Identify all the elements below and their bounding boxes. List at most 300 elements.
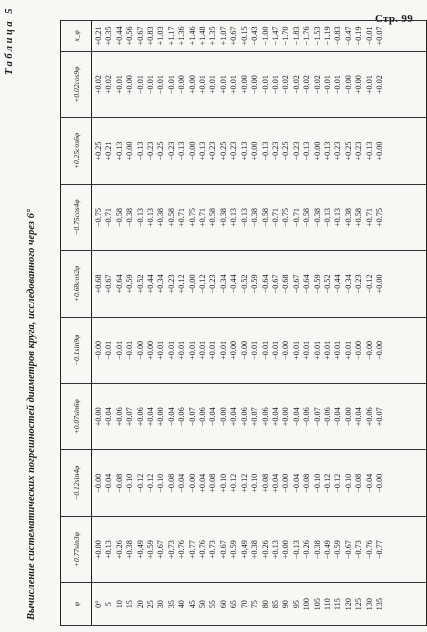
table-cell: 5 [104, 602, 114, 607]
table-cell: +0.04 [229, 407, 239, 427]
table-cell: +0.13 [114, 141, 124, 161]
table-cell: +0.00 [374, 141, 384, 161]
table-cell: −0.59 [312, 274, 322, 294]
column-values [92, 118, 427, 184]
table-cell: +0.00 [281, 407, 291, 427]
table-cell: +0.08 [208, 473, 218, 493]
table-cell: −0.01 [364, 26, 374, 46]
table-cell: 130 [364, 598, 374, 611]
table-cell: 90 [281, 600, 291, 609]
table-cell: −1.19 [322, 26, 332, 46]
table-cell: +0.25 [218, 141, 228, 161]
table-cell: +0.34 [156, 274, 166, 294]
table-cell: +1.36 [177, 26, 187, 46]
table-cell: +0.13 [104, 540, 114, 560]
table-cell: +0.67 [229, 26, 239, 46]
table-cell: +0.04 [198, 473, 208, 493]
table-cell: +0.00 [229, 340, 239, 360]
table-cell: 35 [166, 600, 176, 609]
table-cell: −0.12 [364, 274, 374, 294]
table-cell: +0.01 [208, 340, 218, 360]
table-cell: −0.01 [270, 75, 280, 95]
table-cell: 40 [177, 600, 187, 609]
table-cell: +0.04 [270, 407, 280, 427]
table-cell: −0.04 [291, 473, 301, 493]
table-cell: +0.00 [239, 75, 249, 95]
table-cell: +0.67 [104, 274, 114, 294]
table-cell: +0.67 [156, 540, 166, 560]
table-cell: +0.71 [177, 207, 187, 227]
table-cell: 100 [302, 598, 312, 611]
table-cell: +0.15 [239, 26, 249, 46]
table-cell: −0.49 [322, 540, 332, 560]
table-cell: 0° [94, 600, 103, 608]
table-cell: +0.12 [177, 274, 187, 294]
table-cell: +0.01 [166, 340, 176, 360]
table-cell: −0.04 [104, 473, 114, 493]
table-cell: +0.23 [229, 141, 239, 161]
table-cell: +0.13 [270, 540, 280, 560]
column-values [92, 51, 427, 117]
table-cell: +0.76 [198, 540, 208, 560]
table-cell: +0.38 [125, 540, 135, 560]
table-cell: −0.01 [125, 340, 135, 360]
table-cell: −1.76 [302, 26, 312, 46]
table-cell: −0.64 [302, 274, 312, 294]
table-cell: +0.01 [187, 340, 197, 360]
table-cell: −1.00 [260, 26, 270, 46]
table-cell: +0.00 [374, 274, 384, 294]
table-cell: −0.12 [198, 274, 208, 294]
table-cell: −0.25 [156, 141, 166, 161]
table-cell: +0.73 [208, 540, 218, 560]
table-cell: −0.19 [354, 26, 364, 46]
table-cell: −0.00 [135, 340, 145, 360]
table-cell: 65 [229, 600, 239, 609]
table-cell: −0.34 [343, 274, 353, 294]
table-cell: −0.01 [114, 340, 124, 360]
table-cell: +0.00 [125, 75, 135, 95]
table-cell: +0.38 [218, 207, 228, 227]
table-cell: −0.02 [302, 75, 312, 95]
table-cell: +0.21 [104, 141, 114, 161]
table-cell: +0.44 [146, 274, 156, 294]
table-cell: +0.64 [114, 274, 124, 294]
table-cell: +0.23 [333, 141, 343, 161]
table-cell: +0.00 [94, 407, 103, 427]
table-cell: +0.44 [114, 26, 124, 46]
table-cell: +0.73 [166, 540, 176, 560]
table-cell: +0.13 [229, 207, 239, 227]
table-cell: 55 [208, 600, 218, 609]
table-cell: +0.00 [250, 141, 260, 161]
table-cell: +0.26 [260, 540, 270, 560]
column-header: −0.75cos4φ [61, 184, 92, 250]
table-cell: −0.04 [364, 473, 374, 493]
table-cell: +0.01 [114, 75, 124, 95]
table-cell: −0.08 [354, 473, 364, 493]
table-cell: −0.13 [322, 207, 332, 227]
table-cell: −0.01 [333, 75, 343, 95]
table-cell: −0.23 [354, 274, 364, 294]
table-cell: −0.23 [291, 141, 301, 161]
table-cell: 45 [187, 600, 197, 609]
table-cell: −0.75 [94, 207, 103, 227]
table-cell: −0.06 [198, 407, 208, 427]
table-cell: 50 [198, 600, 208, 609]
table-cell: +0.06 [239, 407, 249, 427]
table-cell: +0.12 [229, 473, 239, 493]
table-cell: −0.00 [187, 473, 197, 493]
table-cell: −0.13 [135, 141, 145, 161]
table-cell: −0.01 [250, 340, 260, 360]
table-cell: +0.01 [229, 75, 239, 95]
table-cell: −0.75 [281, 207, 291, 227]
table-cell: −0.04 [333, 407, 343, 427]
table-cell: −0.12 [135, 473, 145, 493]
table-cell: +0.67 [218, 540, 228, 560]
column-header: +0.25cos6φ [61, 118, 92, 184]
table-cell: +0.52 [135, 274, 145, 294]
table-cell: +0.04 [104, 407, 114, 427]
table-cell: +0.68 [94, 274, 103, 294]
table-cell: +1.35 [208, 26, 218, 46]
column-header: x_φ [61, 21, 92, 52]
table-cell: −0.00 [94, 473, 103, 493]
table-cell: +0.23 [166, 274, 176, 294]
table-cell: +0.01 [291, 340, 301, 360]
table-cell: +0.00 [187, 75, 197, 95]
table-cell: +0.01 [343, 340, 353, 360]
table-cell: −0.00 [239, 340, 249, 360]
table-cell: +0.07 [374, 407, 384, 427]
table-cell: −0.00 [94, 340, 103, 360]
table-cell: +0.07 [374, 26, 384, 46]
table-cell: +0.10 [218, 473, 228, 493]
table-cell: −0.44 [333, 274, 343, 294]
table-cell: −0.64 [260, 274, 270, 294]
table-cell: −0.12 [146, 473, 156, 493]
table-cell: −0.08 [302, 473, 312, 493]
table-cell: −0.00 [281, 340, 291, 360]
table-cell: −0.58 [114, 207, 124, 227]
table-cell: −0.10 [125, 473, 135, 493]
table-cell: −0.10 [156, 473, 166, 493]
table-cell: −0.06 [302, 407, 312, 427]
table-cell: 20 [135, 600, 145, 609]
table-cell: −0.01 [270, 340, 280, 360]
table-cell: −1.47 [270, 26, 280, 46]
table-cell: −0.02 [312, 75, 322, 95]
table-cell: −0.13 [302, 141, 312, 161]
table-cell: +0.01 [364, 75, 374, 95]
table-cell: 10 [114, 600, 124, 609]
column-header: +0.07sin6φ [61, 384, 92, 450]
table-cell: −0.04 [177, 473, 187, 493]
table-cell: +0.56 [125, 26, 135, 46]
table-cell: 135 [374, 598, 384, 611]
table-cell: −0.23 [208, 274, 218, 294]
table-cell: −0.01 [322, 75, 332, 95]
table-cell: +1.03 [156, 26, 166, 46]
table-cell: −0.01 [156, 75, 166, 95]
table-cell: +0.04 [270, 473, 280, 493]
table-cell: −0.47 [343, 26, 353, 46]
table-cell: +0.83 [146, 26, 156, 46]
table-cell: −0.00 [343, 75, 353, 95]
table-cell: +0.01 [208, 75, 218, 95]
column-values [92, 317, 427, 383]
column-header: φ [61, 583, 92, 626]
table-cell: +0.25 [94, 141, 103, 161]
table-cell: −0.10 [312, 473, 322, 493]
table-cell: −0.08 [166, 473, 176, 493]
table-cell: −0.12 [322, 473, 332, 493]
table-cell: +0.04 [146, 407, 156, 427]
table-cell: +0.01 [322, 340, 332, 360]
table-cell: +0.01 [156, 340, 166, 360]
table-cell: 115 [333, 598, 343, 611]
table-cell: −0.00 [250, 75, 260, 95]
table-cell: +1.46 [187, 26, 197, 46]
column-header: +0.68cos2φ [61, 251, 92, 317]
table-cell: +0.26 [114, 540, 124, 560]
table-cell: −0.07 [312, 407, 322, 427]
table-cell: +0.58 [208, 207, 218, 227]
table-cell: −0.00 [177, 75, 187, 95]
table-cell: −0.13 [260, 141, 270, 161]
table-cell: +0.01 [218, 75, 228, 95]
table-cell: +0.67 [135, 26, 145, 46]
table-cell: +0.38 [156, 207, 166, 227]
table-cell: +0.71 [364, 207, 374, 227]
table-cell: −0.52 [322, 274, 332, 294]
table-cell: +0.13 [239, 141, 249, 161]
table-cell: +0.00 [146, 340, 156, 360]
table-cell: −0.10 [343, 473, 353, 493]
table-cell: −0.00 [187, 141, 197, 161]
table-cell: +0.08 [260, 473, 270, 493]
table-cell: +1.07 [218, 26, 228, 46]
table-cell: −0.00 [374, 473, 384, 493]
table-cell: −0.67 [291, 274, 301, 294]
table-cell: −0.04 [291, 407, 301, 427]
table-cell: +0.01 [177, 340, 187, 360]
table-cell: −0.25 [281, 141, 291, 161]
table-cell: −0.38 [250, 207, 260, 227]
table-cell: +0.01 [302, 340, 312, 360]
table-header-row [61, 21, 92, 626]
table-cell: −0.71 [291, 207, 301, 227]
table-cell: +0.07 [125, 407, 135, 427]
table-cell: −0.12 [333, 473, 343, 493]
table-cell: −1.70 [281, 26, 291, 46]
table-cell: +1.48 [198, 26, 208, 46]
table-cell: 80 [260, 600, 270, 609]
table-cell: +0.23 [208, 141, 218, 161]
table-cell: −0.00 [187, 274, 197, 294]
table-cell: −0.26 [302, 540, 312, 560]
table-cell: +0.58 [166, 207, 176, 227]
table-cell: −0.13 [239, 207, 249, 227]
page-number: Стр. 99 [374, 13, 413, 25]
table-cell: −0.67 [270, 274, 280, 294]
table-cell: 60 [218, 600, 228, 609]
table-cell: +0.10 [250, 473, 260, 493]
table-cell: −0.34 [218, 274, 228, 294]
column-values [92, 21, 427, 52]
table-cell: −0.38 [125, 207, 135, 227]
table-cell: +0.01 [218, 340, 228, 360]
table-cell: −0.52 [239, 274, 249, 294]
table-cell: −0.77 [374, 540, 384, 560]
table-cell: −0.83 [333, 26, 343, 46]
table-cell: −0.13 [177, 141, 187, 161]
table-cell: −0.01 [260, 75, 270, 95]
table-cell: −0.01 [166, 75, 176, 95]
table-cell: +0.07 [250, 407, 260, 427]
table-cell: −0.00 [374, 340, 384, 360]
table-cell: −0.68 [281, 274, 291, 294]
column-header: −0.12sin4φ [61, 450, 92, 516]
column-values [92, 583, 427, 626]
table-cell: +0.01 [198, 75, 208, 95]
table-cell: +0.01 [333, 340, 343, 360]
table-cell: +0.06 [114, 407, 124, 427]
table-cell: −1.53 [312, 26, 322, 46]
table-cell: −0.43 [250, 26, 260, 46]
table-cell: +0.01 [198, 340, 208, 360]
table-cell: −0.00 [281, 473, 291, 493]
table-cell: 15 [125, 600, 135, 609]
table-cell: −0.13 [291, 540, 301, 560]
table-cell: −0.59 [250, 274, 260, 294]
table-cell: +0.71 [198, 207, 208, 227]
table-cell: −0.01 [260, 340, 270, 360]
table-cell: +0.00 [125, 141, 135, 161]
table-cell: +0.06 [260, 407, 270, 427]
table-cell: +0.13 [333, 207, 343, 227]
table-cell: −0.67 [343, 540, 353, 560]
table-cell: −0.44 [229, 274, 239, 294]
table-cell: 105 [312, 598, 322, 611]
table-cell: −0.38 [312, 207, 322, 227]
rotated-table-page [0, 6, 427, 626]
table-cell: +0.02 [374, 75, 384, 95]
table-cell: −0.71 [104, 207, 114, 227]
table-body-row [92, 21, 427, 626]
table-cell: −0.00 [218, 407, 228, 427]
table-cell: +0.00 [281, 540, 291, 560]
table-cell: 70 [239, 600, 249, 609]
table-cell: −0.07 [187, 407, 197, 427]
column-header: −0.1sin9φ [61, 317, 92, 383]
table-cell: +0.13 [322, 141, 332, 161]
table-cell: +0.38 [250, 540, 260, 560]
table-cell: −0.06 [177, 407, 187, 427]
table-cell: 25 [146, 600, 156, 609]
table-cell: −0.23 [146, 141, 156, 161]
table-cell: +0.01 [312, 340, 322, 360]
table-cell: 75 [250, 600, 260, 609]
table-cell: +0.12 [239, 473, 249, 493]
table-cell: −0.06 [322, 407, 332, 427]
table-cell: −0.38 [312, 540, 322, 560]
table-cell: +0.06 [135, 407, 145, 427]
table-cell: +0.35 [104, 26, 114, 46]
table-cell: −0.76 [364, 540, 374, 560]
table-cell: +0.49 [135, 540, 145, 560]
table-cell: −1.83 [291, 26, 301, 46]
table-cell: +0.00 [156, 407, 166, 427]
table-cell: +0.00 [312, 141, 322, 161]
table-cell: −0.58 [302, 207, 312, 227]
table-cell: −0.00 [364, 340, 374, 360]
table-cell: +0.59 [146, 540, 156, 560]
table-cell: 30 [156, 600, 166, 609]
table-cell: −0.04 [208, 407, 218, 427]
table-cell: 110 [322, 598, 332, 611]
column-values [92, 184, 427, 250]
table-title: Вычисление систематических погрешностей диаметров круга, исследованного через 6° [26, 208, 37, 620]
table-cell: −0.58 [260, 207, 270, 227]
table-cell: −0.00 [343, 407, 353, 427]
column-header: +0.77sin3φ [61, 516, 92, 582]
table-cell: 120 [343, 598, 353, 611]
table-cell: +0.76 [177, 540, 187, 560]
table-cell: −0.08 [114, 473, 124, 493]
table-cell: 85 [270, 600, 280, 609]
table-cell: −0.73 [354, 540, 364, 560]
column-values [92, 450, 427, 516]
table-cell: +0.77 [187, 540, 197, 560]
table-cell: −0.71 [270, 207, 280, 227]
table-cell: +0.13 [364, 141, 374, 161]
table-cell: +0.75 [187, 207, 197, 227]
table-cell: +0.49 [239, 540, 249, 560]
table-cell: +0.04 [354, 407, 364, 427]
table-cell: +0.02 [104, 75, 114, 95]
column-header: +0.02cos9φ [61, 51, 92, 117]
table-cell: +0.23 [354, 141, 364, 161]
column-values [92, 384, 427, 450]
table-cell: +0.25 [343, 141, 353, 161]
column-values [92, 251, 427, 317]
table-label: Таблица 5 [4, 6, 15, 75]
table-cell: −0.59 [333, 540, 343, 560]
table-cell: +0.38 [343, 207, 353, 227]
table-cell: −0.23 [270, 141, 280, 161]
table-cell: +0.59 [125, 274, 135, 294]
table-cell: −0.04 [166, 407, 176, 427]
data-table [60, 20, 427, 626]
table-cell: +0.02 [94, 75, 103, 95]
table-cell: −0.13 [135, 207, 145, 227]
table-cell: +0.58 [354, 207, 364, 227]
table-cell: 125 [354, 598, 364, 611]
table-cell: +0.75 [374, 207, 384, 227]
table-cell: +0.13 [198, 141, 208, 161]
table-cell: −0.01 [135, 75, 145, 95]
table-cell: +0.00 [354, 75, 364, 95]
table-cell: +0.13 [146, 207, 156, 227]
table-cell: −0.02 [281, 75, 291, 95]
table-cell: +0.21 [94, 26, 103, 46]
table-cell: +1.17 [166, 26, 176, 46]
table-cell: −0.23 [166, 141, 176, 161]
column-values [92, 516, 427, 582]
table-cell: 95 [291, 600, 301, 609]
